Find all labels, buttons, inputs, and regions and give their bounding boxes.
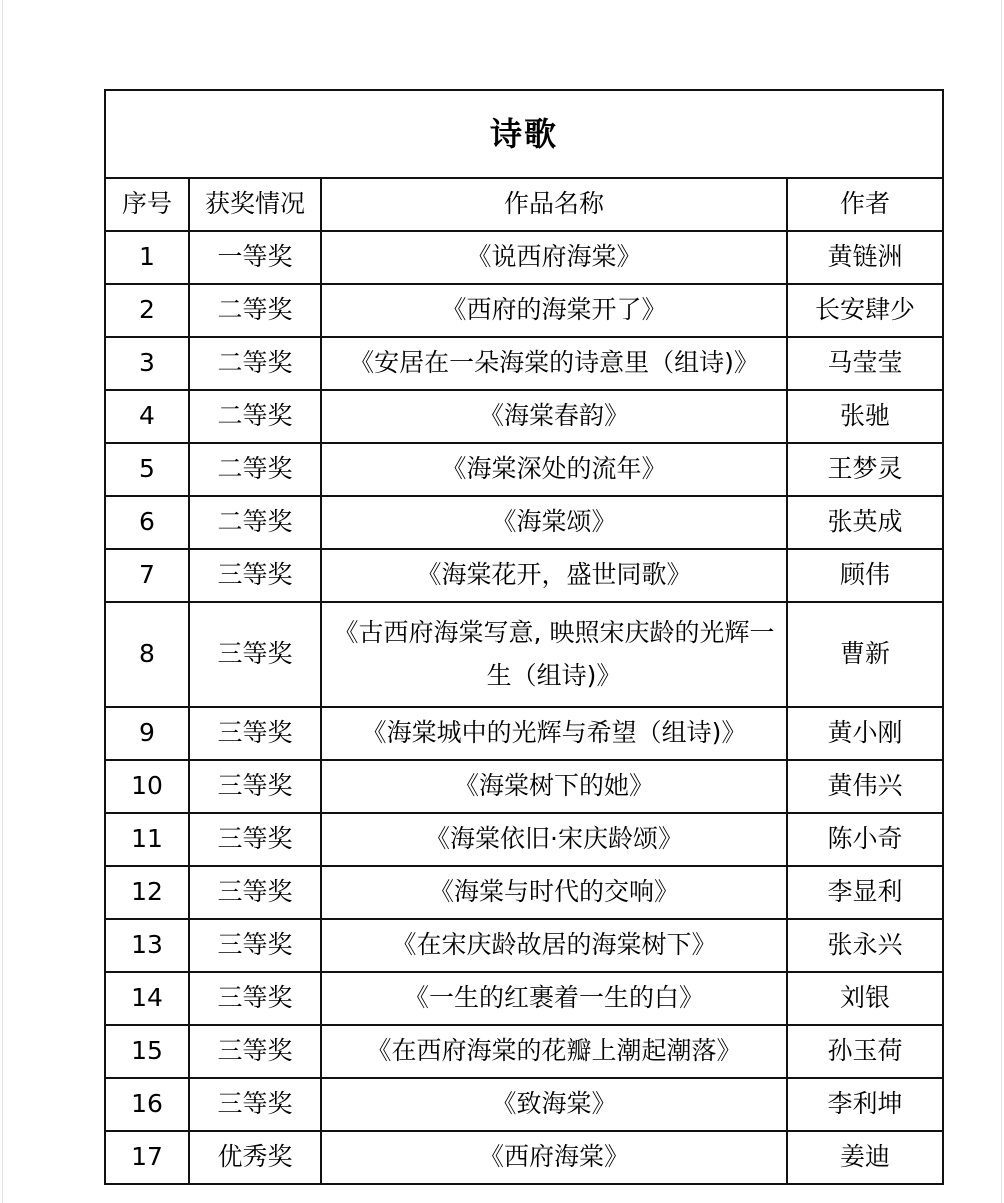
row-work: 《海棠花开，盛世同歌》 (321, 549, 787, 602)
header-award: 获奖情况 (189, 178, 321, 231)
row-author: 黄链洲 (787, 231, 943, 284)
row-author: 王梦灵 (787, 443, 943, 496)
row-author: 陈小奇 (787, 813, 943, 866)
table-row (105, 972, 943, 1025)
row-award: 二等奖 (189, 337, 321, 390)
table-row (105, 1078, 943, 1131)
row-award: 三等奖 (189, 866, 321, 919)
header-author: 作者 (787, 178, 943, 231)
row-number: 1 (105, 231, 189, 284)
table-row (105, 707, 943, 760)
row-award: 三等奖 (189, 919, 321, 972)
row-author: 李显利 (787, 866, 943, 919)
row-work: 《海棠树下的她》 (321, 760, 787, 813)
row-author: 张英成 (787, 496, 943, 549)
table-row (105, 337, 943, 390)
row-author: 顾伟 (787, 549, 943, 602)
row-number: 2 (105, 284, 189, 337)
row-work: 《海棠颂》 (321, 496, 787, 549)
row-number: 17 (105, 1131, 189, 1184)
row-award: 三等奖 (189, 549, 321, 602)
row-work: 《致海棠》 (321, 1078, 787, 1131)
row-number: 10 (105, 760, 189, 813)
row-award: 三等奖 (189, 602, 321, 707)
row-work: 《在西府海棠的花瓣上潮起潮落》 (321, 1025, 787, 1078)
row-number: 6 (105, 496, 189, 549)
row-author: 孙玉荷 (787, 1025, 943, 1078)
poetry-awards-table (104, 89, 944, 1185)
row-work: 《海棠深处的流年》 (321, 443, 787, 496)
row-work: 《海棠春韵》 (321, 390, 787, 443)
row-author: 张永兴 (787, 919, 943, 972)
row-award: 三等奖 (189, 813, 321, 866)
row-award: 一等奖 (189, 231, 321, 284)
table-row (105, 919, 943, 972)
table-title: 诗歌 (105, 90, 943, 178)
table-row (105, 1025, 943, 1078)
row-work: 《海棠城中的光辉与希望（组诗)》 (321, 707, 787, 760)
row-author: 黄小刚 (787, 707, 943, 760)
header-work: 作品名称 (321, 178, 787, 231)
row-author: 刘银 (787, 972, 943, 1025)
table-row (105, 496, 943, 549)
row-award: 二等奖 (189, 284, 321, 337)
table-row (105, 443, 943, 496)
row-work: 《海棠依旧·宋庆龄颂》 (321, 813, 787, 866)
row-award: 三等奖 (189, 760, 321, 813)
row-number: 15 (105, 1025, 189, 1078)
row-work: 《古西府海棠写意, 映照宋庆龄的光辉一生（组诗)》 (321, 602, 787, 707)
row-number: 13 (105, 919, 189, 972)
row-number: 3 (105, 337, 189, 390)
row-award: 二等奖 (189, 390, 321, 443)
row-number: 4 (105, 390, 189, 443)
row-author: 长安肆少 (787, 284, 943, 337)
header-number: 序号 (105, 178, 189, 231)
row-work: 《一生的红裹着一生的白》 (321, 972, 787, 1025)
row-number: 12 (105, 866, 189, 919)
table-row (105, 602, 943, 707)
row-award: 二等奖 (189, 496, 321, 549)
table-row (105, 866, 943, 919)
table-row (105, 760, 943, 813)
page-edge-left (2, 0, 3, 1203)
row-number: 16 (105, 1078, 189, 1131)
table-row (105, 1131, 943, 1184)
row-author: 张驰 (787, 390, 943, 443)
row-award: 三等奖 (189, 972, 321, 1025)
row-work: 《西府海棠》 (321, 1131, 787, 1184)
row-number: 7 (105, 549, 189, 602)
row-author: 姜迪 (787, 1131, 943, 1184)
row-number: 9 (105, 707, 189, 760)
row-work: 《说西府海棠》 (321, 231, 787, 284)
row-award: 优秀奖 (189, 1131, 321, 1184)
row-award: 三等奖 (189, 707, 321, 760)
page-edge-right (1001, 0, 1002, 1203)
row-work: 《海棠与时代的交响》 (321, 866, 787, 919)
table-row (105, 390, 943, 443)
row-work: 《西府的海棠开了》 (321, 284, 787, 337)
table-row (105, 813, 943, 866)
row-author: 马莹莹 (787, 337, 943, 390)
row-work: 《安居在一朵海棠的诗意里（组诗)》 (321, 337, 787, 390)
row-work: 《在宋庆龄故居的海棠树下》 (321, 919, 787, 972)
row-author: 李利坤 (787, 1078, 943, 1131)
row-number: 5 (105, 443, 189, 496)
table-row (105, 231, 943, 284)
row-award: 二等奖 (189, 443, 321, 496)
row-number: 14 (105, 972, 189, 1025)
row-number: 8 (105, 602, 189, 707)
table-title-row (105, 90, 943, 178)
table-header-row (105, 178, 943, 231)
row-author: 黄伟兴 (787, 760, 943, 813)
row-author: 曹新 (787, 602, 943, 707)
row-award: 三等奖 (189, 1078, 321, 1131)
row-award: 三等奖 (189, 1025, 321, 1078)
row-number: 11 (105, 813, 189, 866)
table-row (105, 549, 943, 602)
table-row (105, 284, 943, 337)
